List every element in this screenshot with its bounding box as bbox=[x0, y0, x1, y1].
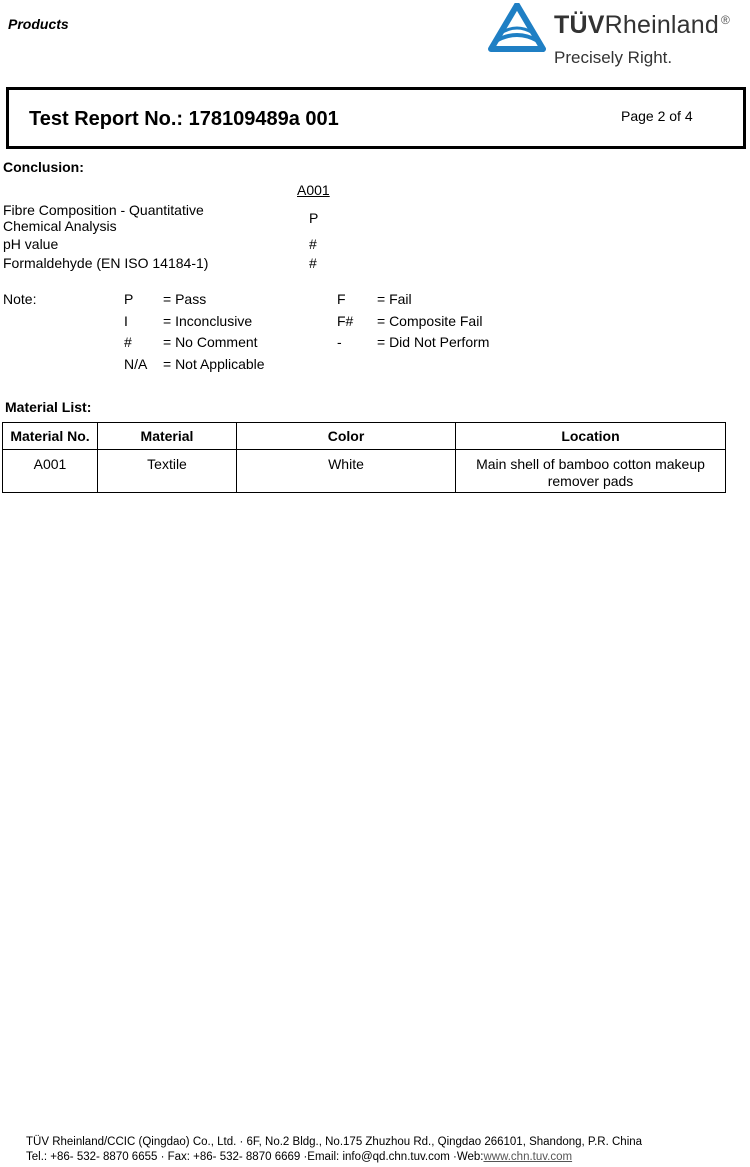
legend-code: - bbox=[337, 334, 342, 350]
footer bbox=[26, 1135, 642, 1165]
brand-rheinland: Rheinland bbox=[604, 11, 719, 39]
conclusion-result-ph: # bbox=[309, 236, 317, 252]
legend-meaning: = Composite Fail bbox=[377, 313, 483, 329]
legend-meaning: = Did Not Perform bbox=[377, 334, 490, 350]
footer-contact-text: Tel.: +86- 532- 8870 6655 · Fax: +86- 532- 8870 6669 ·Email: info@qd.chn.tuv.com ·Web: bbox=[26, 1151, 484, 1163]
material-table bbox=[2, 422, 726, 493]
legend-code: F bbox=[337, 291, 346, 307]
tuv-rheinland-logo bbox=[488, 3, 748, 69]
legend-code: # bbox=[124, 334, 132, 350]
page-number: Page 2 of 4 bbox=[621, 108, 693, 124]
conclusion-item-formaldehyde: Formaldehyde (EN ISO 14184-1) bbox=[3, 255, 209, 271]
conclusion-heading: Conclusion: bbox=[3, 159, 84, 175]
col-material: Material bbox=[98, 423, 237, 450]
conclusion-result-fibre: P bbox=[309, 210, 319, 226]
legend-meaning: = No Comment bbox=[163, 334, 258, 350]
conclusion-item-fibre-line2: Chemical Analysis bbox=[3, 218, 117, 234]
report-title: Test Report No.: 178109489a 001 bbox=[29, 108, 339, 130]
cell-location bbox=[456, 450, 726, 493]
legend-code: N/A bbox=[124, 356, 148, 372]
legend-meaning: = Fail bbox=[377, 291, 412, 307]
cell-color: White bbox=[237, 450, 456, 493]
footer-contact bbox=[26, 1150, 642, 1165]
legend-meaning: = Not Applicable bbox=[163, 356, 265, 372]
cell-location-line1: Main shell of bamboo cotton makeup bbox=[476, 456, 705, 472]
legend-meaning: = Inconclusive bbox=[163, 313, 253, 329]
brand-tagline: Precisely Right. bbox=[554, 48, 673, 67]
conclusion-item-fibre-line1: Fibre Composition - Quantitative bbox=[3, 202, 204, 218]
brand-name bbox=[554, 11, 730, 40]
cell-material: Textile bbox=[98, 450, 237, 493]
registered-mark: ® bbox=[721, 13, 731, 27]
conclusion-result-formaldehyde: # bbox=[309, 255, 317, 271]
col-color: Color bbox=[237, 423, 456, 450]
legend-code: I bbox=[124, 313, 128, 329]
material-list-heading: Material List: bbox=[5, 399, 92, 415]
cell-location-line2: remover pads bbox=[547, 473, 634, 489]
col-location: Location bbox=[456, 423, 726, 450]
legend-code: F# bbox=[337, 313, 354, 329]
cell-material-no: A001 bbox=[3, 450, 98, 493]
report-title-box bbox=[6, 87, 746, 149]
conclusion-item-ph: pH value bbox=[3, 236, 59, 252]
legend-code: P bbox=[124, 291, 134, 307]
col-material-no: Material No. bbox=[3, 423, 98, 450]
brand-tuv: TÜV bbox=[554, 11, 605, 39]
tuv-triangle-icon bbox=[488, 3, 546, 53]
table-header-row bbox=[3, 423, 726, 450]
footer-web-link[interactable]: www.chn.tuv.com bbox=[483, 1151, 573, 1163]
legend-meaning: = Pass bbox=[163, 291, 207, 307]
products-label: Products bbox=[8, 16, 69, 32]
sample-code-header: A001 bbox=[297, 182, 330, 198]
footer-address: TÜV Rheinland/CCIC (Qingdao) Co., Ltd. · 6F, No.2 Bldg., No.175 Zhuzhou Rd., Qingdao 266101, Shandong, P.R. China bbox=[26, 1136, 643, 1148]
note-label: Note: bbox=[3, 291, 37, 307]
table-row bbox=[3, 450, 726, 493]
